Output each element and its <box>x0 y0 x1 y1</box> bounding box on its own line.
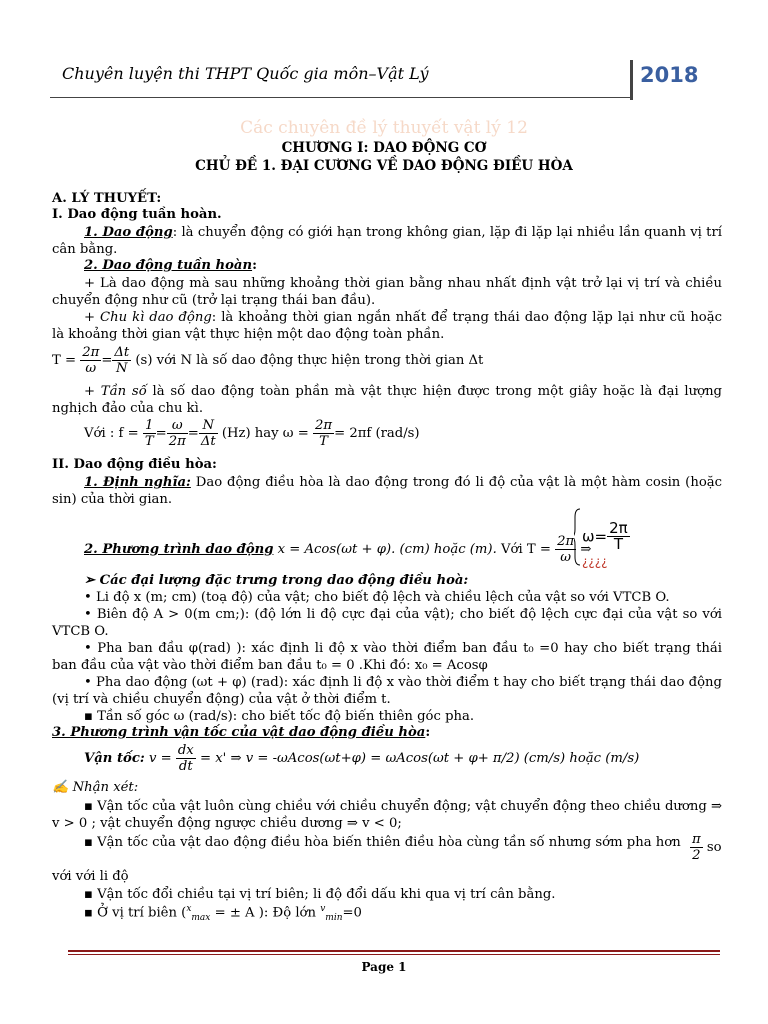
remark-2-tail: với với li độ <box>52 869 129 884</box>
frequency-formula: Với : f = $\frac{1}{T}$ = $\frac{\omega}{2\pi}$ = $\frac{N}{\Delta t}$ (Hz) hay ω = $\frac{2\pi}{T}$ = 2πf (rad/s) <box>84 418 420 449</box>
def2-text: + Là dao động mà sau những khoảng thời gian bằng nhau nhất định vật trở lại vị trí và chiều chuyển động như cũ (trở lại trạng thái ban đầu). <box>52 276 722 308</box>
fraction: $\frac{2\pi}{\omega}$ <box>557 534 575 565</box>
def1-text: : là chuyển động có giới hạn trong không gian, lặp đi lặp lại nhiều lần quanh vị trí cân bằng. <box>52 225 722 257</box>
page-number: Page 1 <box>361 960 407 974</box>
quantity-initial-phase: • Pha ban đầu φ(rad) ): xác định li độ x vào thời điểm ban đầu t₀ =0 hay cho biết trạng thái ban đầu của vật vào thời điểm ban đầu t₀ = 0 .Khi đó: x₀ = Acosφ <box>52 641 722 673</box>
header-title: Chuyên luyện thi THPT Quốc gia môn–Vật Lý <box>62 64 429 83</box>
period-text: : là khoảng thời gian ngắn nhất để trạng thái dao động lặp lại như cũ hoặc là khoảng thời gian vật thực hiện một dao động toàn phần. <box>52 310 722 342</box>
freq-label: + Tần số <box>84 384 147 399</box>
freq-text: là số dao động toàn phần mà vật thực hiện được trong một giây hoặc là đại lượng nghịch đảo của chu kì. <box>52 384 723 416</box>
header-rule <box>50 97 630 98</box>
harmonic-definition <box>52 474 722 508</box>
quantity-displacement: • Li độ x (m; cm) (toạ độ) của vật; cho biết độ lệch và chiều lệch của vật so với VTCB O. <box>84 590 670 605</box>
brace-content: ω= $\frac{2\pi}{T}$ ¿¿¿¿ <box>582 519 628 569</box>
section-2-heading: II. Dao động điều hòa: <box>52 457 217 472</box>
def2-heading: 2. Dao động tuần hoàn: <box>84 258 257 273</box>
frequency-definition <box>52 383 722 417</box>
period-definition <box>52 309 722 343</box>
fraction: $\frac{1}{T}$ <box>144 418 154 449</box>
section-1-heading: I. Dao động tuần hoàn. <box>52 207 222 222</box>
quantity-phase: • Pha dao động (ωt + φ) (rad): xác định li độ x vào thời điểm t hay cho biết trạng thái dao động (vị trí và chiều chuyển động) của vật ở thời điểm t. <box>52 675 722 707</box>
remarks-label: ✍ Nhận xét: <box>52 780 139 795</box>
remark-4: ▪ Ở vị trí biên ($^x_{max}$ = ± A ): Độ lớn $^v_{min}$=0 <box>84 904 362 924</box>
fraction: $\frac{2\pi}{T}$ <box>609 519 628 553</box>
definition-oscillation <box>52 224 722 258</box>
velocity-formula: Vận tốc: v = $\frac{dx}{dt}$ = x' ⇒ v = -ωAcos(ωt+φ) = ωAcos(ωt + φ+ π/2) (cm/s) hoặc (m/s) <box>84 743 640 774</box>
quantities-heading: ➢ Các đại lượng đặc trưng trong dao động điều hoà: <box>84 573 469 588</box>
fraction: $\frac{\pi}{2}$ <box>692 832 701 863</box>
velocity-heading: 3. Phương trình vận tốc của vật dao động điều hòa: <box>52 725 431 740</box>
remark-2-fraction: $\frac{\pi}{2}$ so <box>692 832 722 863</box>
fraction: $\frac{dx}{dt}$ <box>177 743 194 774</box>
quantity-amplitude: • Biên độ A > 0(m cm;): (độ lớn li độ cực đại của vật); cho biết độ lệch cực đại của vật so với VTCB O. <box>52 607 722 639</box>
watermark: Các chuyên đề lý thuyết vật lý 12 <box>240 118 528 138</box>
section-a-heading: A. LÝ THUYẾT: <box>52 191 162 206</box>
fraction: $\frac{N}{\Delta t}$ <box>200 418 216 449</box>
remark-3: ▪ Vận tốc đổi chiều tại vị trí biên; li độ đổi dấu khi qua vị trí cân bằng. <box>84 887 556 902</box>
def1-label: 1. Dao động <box>84 225 173 240</box>
header-divider <box>630 60 633 100</box>
period-label: + Chu kì dao động <box>84 310 212 325</box>
quantity-angular-frequency: ▪ Tần số góc ω (rad/s): cho biết tốc độ biến thiên góc pha. <box>84 709 475 724</box>
remark-1: ▪ Vận tốc của vật luôn cùng chiều với chiều chuyển động; vật chuyển động theo chiều dương ⇒ v > 0 ; vật chuyển động ngược chiều dương ⇒ v < 0; <box>52 799 722 831</box>
chapter-title: CHƯƠNG I: DAO ĐỘNG CƠ <box>281 140 487 156</box>
remark-2: ▪ Vận tốc của vật dao động điều hòa biến thiên điều hòa cùng tần số nhưng sớm pha hơn <box>84 835 681 850</box>
equation-of-motion: 2. Phương trình dao động x = Acos(ωt + φ). (cm) hoặc (m). Với T = $\frac{2\pi}{\omega}$ ⇒ <box>84 534 592 565</box>
header-year: 2018 <box>640 63 699 87</box>
harmonic-def-text: Dao động điều hòa là dao động trong đó li độ của vật là một hàm cosin (hoặc sin) của thời gian. <box>52 475 723 507</box>
fraction: $\frac{\Delta t}{N}$ <box>114 345 130 376</box>
footer-rule-thin <box>68 954 720 955</box>
fraction: $\frac{2\pi}{\omega}$ <box>82 345 100 376</box>
topic-title: CHỦ ĐỀ 1. ĐẠI CƯƠNG VỀ DAO ĐỘNG ĐIỀU HÒA <box>195 158 573 174</box>
fraction: $\frac{2\pi}{T}$ <box>315 418 333 449</box>
harmonic-def-label: 1. Định nghĩa: <box>84 475 191 490</box>
footer-rule <box>68 950 720 952</box>
def2-label: 2. Dao động tuần hoàn <box>84 258 253 273</box>
fraction: $\frac{\omega}{2\pi}$ <box>168 418 186 449</box>
period-formula: T = $\frac{2\pi}{\omega}$ = $\frac{\Delta t}{N}$ (s) với N là số dao động thực hiện trong thời gian Δt <box>52 345 484 376</box>
